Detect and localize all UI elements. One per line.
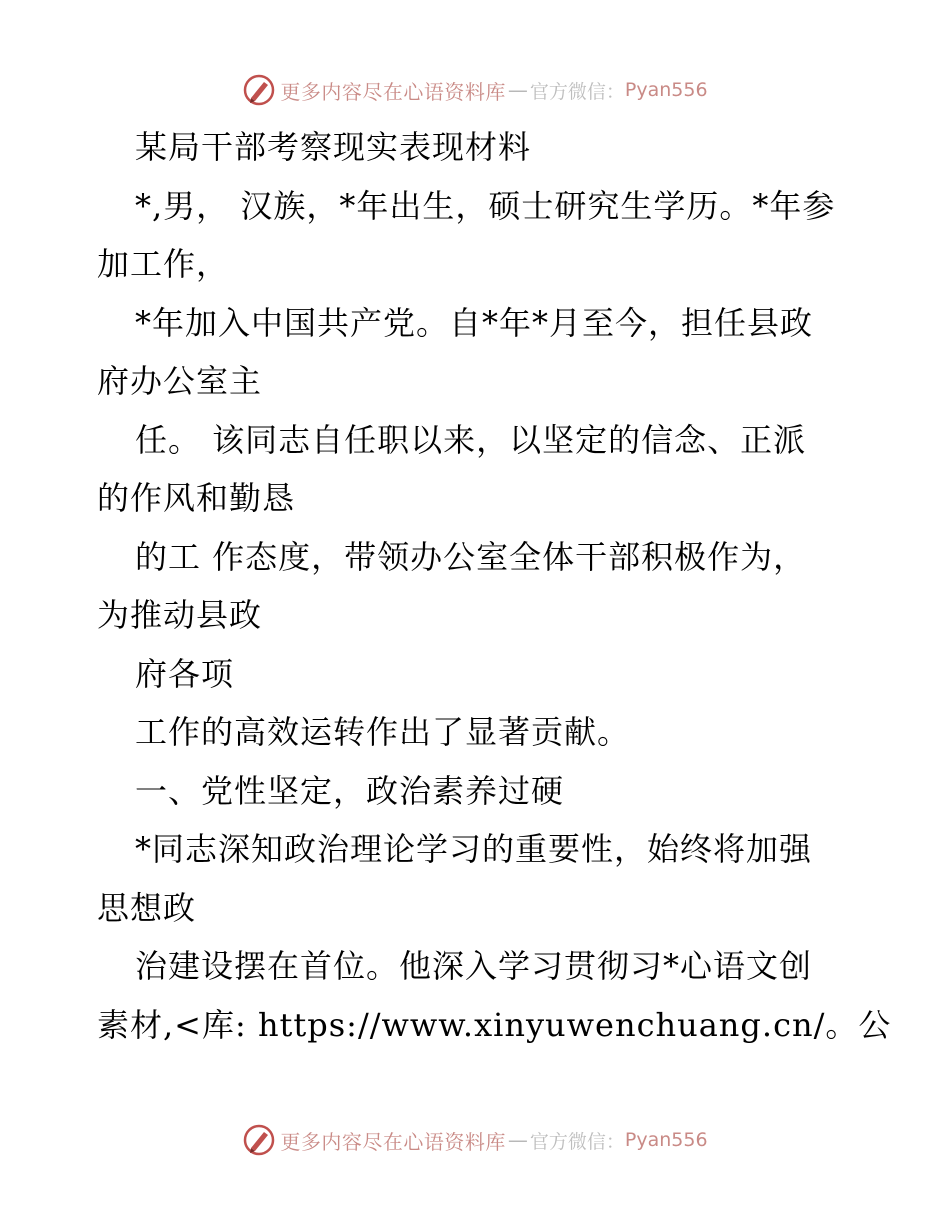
text-line: *,男， 汉族，*年出生，硕士研究生学历。*年参 <box>135 186 836 225</box>
header-watermark <box>0 70 950 110</box>
text-line: 府各项 <box>135 654 235 693</box>
text-line: 加工作， <box>97 245 230 283</box>
text-line: 治建设摆在首位。他深入学习贯彻习*心语文创 <box>135 947 813 985</box>
watermark-sub-text: 官方微信： <box>529 1130 625 1153</box>
watermark-wechat-id: Pyan556 <box>624 1129 708 1151</box>
pen-logo-icon <box>242 73 276 107</box>
text-line: 思想政 <box>97 888 197 927</box>
watermark-main-text: 更多内容尽在心语资料库 <box>280 1129 506 1154</box>
text-line: 素材,<库: https://www.xinyuwenchuang.cn/。公 <box>97 1005 892 1044</box>
watermark-dash: — <box>507 78 528 102</box>
text-line: *同志深知政治理论学习的重要性，始终将加强 <box>135 830 813 868</box>
text-line: 为推动县政 <box>97 596 263 634</box>
document-body <box>97 118 892 1054</box>
text-line: 的作风和勤恳 <box>97 479 296 517</box>
watermark-wechat-id: Pyan556 <box>624 79 708 101</box>
text-line: 工作的高效运转作出了显著贡献。 <box>135 713 631 751</box>
watermark-dash: — <box>507 1128 528 1152</box>
footer-watermark <box>0 1120 950 1160</box>
text-line: 的工 作态度，带领办公室全体干部积极作为， <box>135 537 807 576</box>
text-line: *年加入中国共产党。自*年*月至今，担任县政 <box>135 303 814 342</box>
text-line: 府办公室主 <box>97 362 263 400</box>
text-line: 一、党性坚定，政治素养过硬 <box>135 771 565 810</box>
text-line: 某局干部考察现实表现材料 <box>135 128 532 166</box>
watermark-sub-text: 官方微信： <box>529 80 625 103</box>
pen-logo-icon <box>242 1123 276 1157</box>
text-line: 任。 该同志自任职以来，以坚定的信念、正派 <box>135 420 807 459</box>
watermark-main-text: 更多内容尽在心语资料库 <box>280 79 506 104</box>
